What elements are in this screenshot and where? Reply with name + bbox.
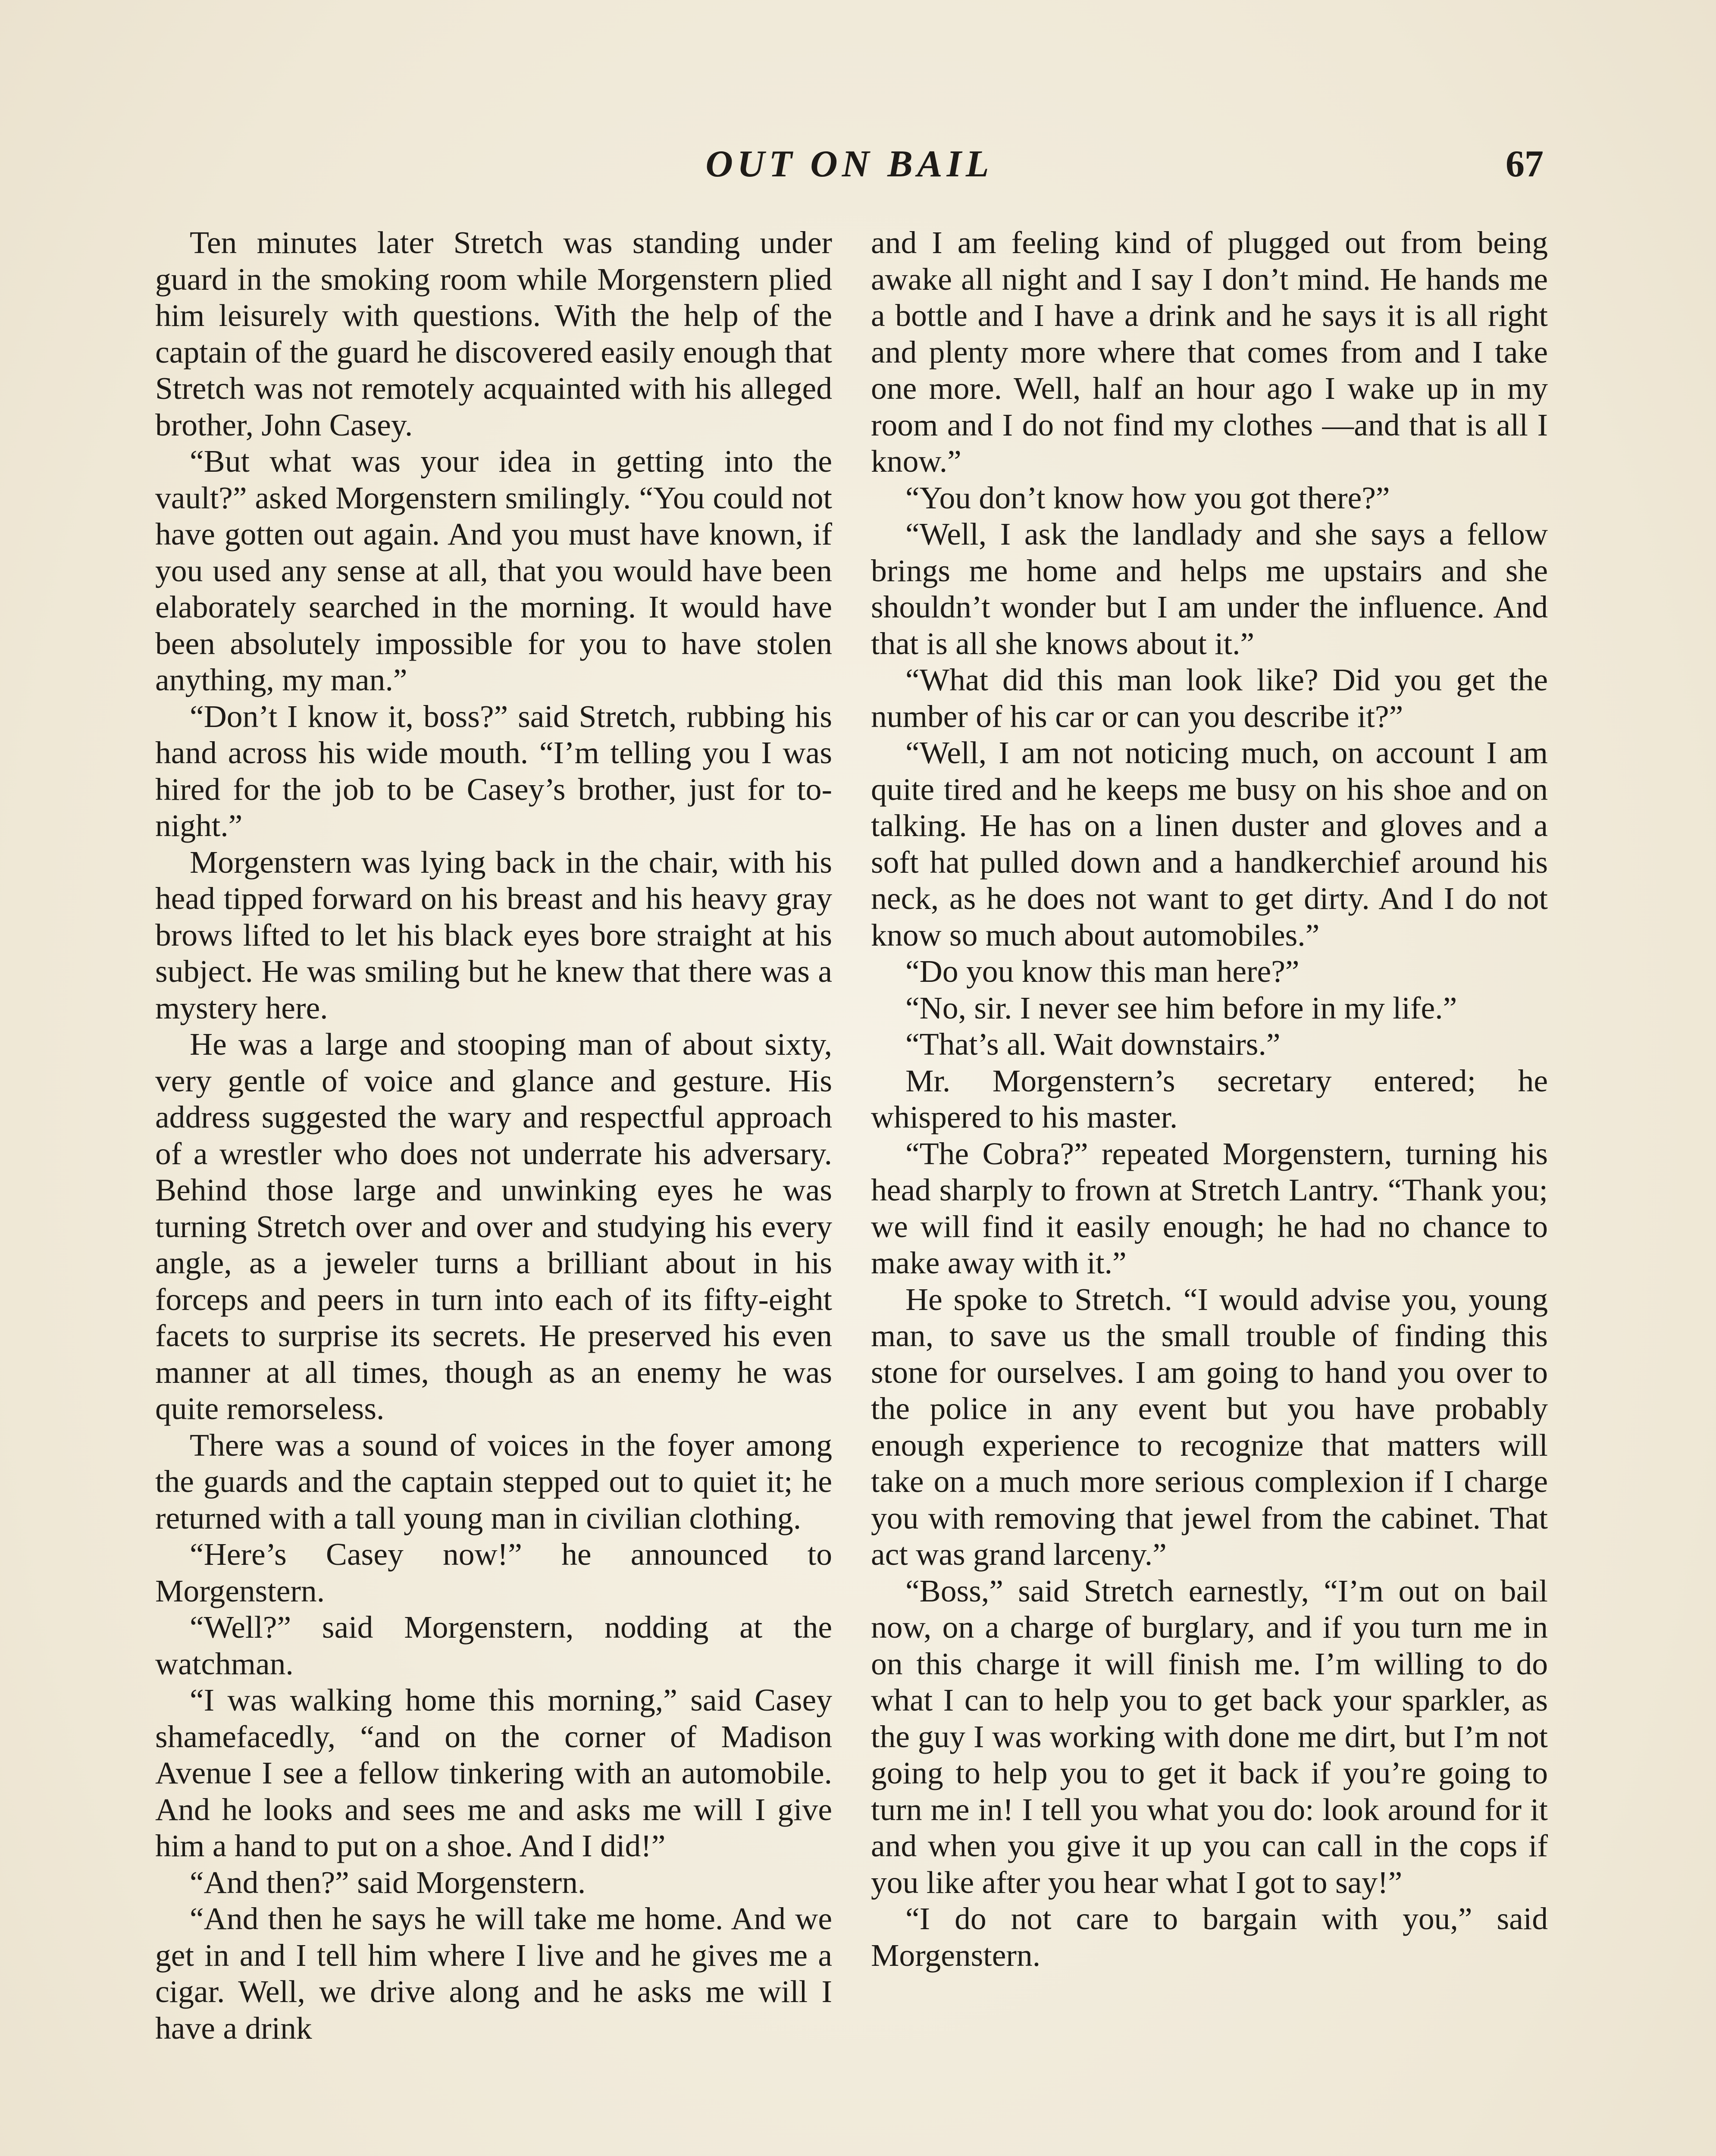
paragraph: Mr. Morgenstern’s secretary entered; he whispered to his master. xyxy=(871,1062,1548,1134)
running-head xyxy=(155,142,1544,194)
paragraph: “I was walking home this morning,” said Casey shamefacedly, “and on the corner of Madison Avenue I see a fellow tinkering with an automobile. And he looks and sees me and asks me will I give him a hand to put on a shoe. And I did!” xyxy=(155,1682,832,1863)
page-number: 67 xyxy=(1506,143,1544,185)
left-column xyxy=(155,224,832,2046)
paragraph: Ten minutes later Stretch was standing under guard in the smoking room while Morgenstern plied him leisurely with questions. With the help of the captain of the guard he discovered easily enough that Stretch was not remotely acquainted with his alleged brother, John Casey. xyxy=(155,225,832,442)
paragraph: “But what was your idea in getting into the vault?” asked Morgenstern smilingly. “You could not have gotten out again. And you must have known, if you used any sense at all, that you would have been elaborately searched in the morning. It would have been absolutely impossible for you to have stolen anything, my man.” xyxy=(155,443,832,697)
paragraph: “Well?” said Morgenstern, nodding at the watchman. xyxy=(155,1609,832,1681)
paragraph: He spoke to Stretch. “I would advise you, young man, to save us the small trouble of finding this stone for ourselves. I am going to hand you over to the police in any event but you have probably enough experience to recognize that matters will take on a much more serious complexion if I charge you with removing that jewel from the cabinet. That act was grand larceny.” xyxy=(871,1281,1548,1572)
paragraph: “You don’t know how you got there?” xyxy=(905,479,1390,515)
paragraph: “No, sir. I never see him before in my life.” xyxy=(905,990,1457,1025)
running-title: OUT ON BAIL xyxy=(705,143,993,185)
paragraph: “Well, I ask the landlady and she says a fellow brings me home and helps me upstairs and she shouldn’t wonder but I am under the influence. And that is all she knows about it.” xyxy=(871,516,1548,661)
paragraph: “Boss,” said Stretch earnestly, “I’m out on bail now, on a charge of burglary, and if you turn me in on this charge it will finish me. I’m willing to do what I can to help you to get back your sparkler, as the guy I was working with done me dirt, but I’m not going to help you to get it back if you’re going to turn me in! I tell you what you do: look around for it and when you give it up you can call in the cops if you like after you hear what I got to say!” xyxy=(871,1573,1548,1900)
paragraph: “What did this man look like? Did you get the number of his car or can you describe it?” xyxy=(871,662,1548,734)
paragraph: “Don’t I know it, boss?” said Stretch, rubbing his hand across his wide mouth. “I’m telling you I was hired for the job to be Casey’s brother, just for to-night.” xyxy=(155,698,832,843)
paragraph: “Well, I am not noticing much, on account I am quite tired and he keeps me busy on his shoe and on talking. He has on a linen duster and gloves and a soft hat pulled down and a handkerchief around his neck, as he does not want to get dirty. And I do not know so much about automobiles.” xyxy=(871,735,1548,953)
paragraph: There was a sound of voices in the foyer among the guards and the captain stepped out to quiet it; he returned with a tall young man in civilian clothing. xyxy=(155,1427,832,1536)
paragraph: “Do you know this man here?” xyxy=(905,953,1300,989)
paragraph-continued: and I am feeling kind of plugged out from being awake all night and I say I don’t mind. He hands me a bottle and I have a drink and he says it is all right and plenty more where that comes from and I take one more. Well, half an hour ago I wake up in my room and I do not find my clothes —and that is all I know.” xyxy=(871,225,1548,479)
paragraph: “And then he says he will take me home. And we get in and I tell him where I live and he gives me a cigar. Well, we drive along and he asks me will I have a drink xyxy=(155,1901,832,2046)
paragraph: Morgenstern was lying back in the chair, with his head tipped forward on his breast and his heavy gray brows lifted to let his black eyes bore straight at his subject. He was smiling but he knew that there was a mystery here. xyxy=(155,844,832,1025)
paragraph: He was a large and stooping man of about sixty, very gentle of voice and glance and gesture. His address suggested the wary and respectful approach of a wrestler who does not underrate his adversary. Behind those large and unwinking eyes he was turning Stretch over and over and studying his every angle, as a jeweler turns a brilliant about in his forceps and peers in turn into each of its fifty-eight facets to surprise its secrets. He preserved his even manner at all times, though as an enemy he was quite remorseless. xyxy=(155,1026,832,1426)
paragraph: “That’s all. Wait downstairs.” xyxy=(905,1026,1281,1062)
paragraph: “The Cobra?” repeated Morgenstern, turning his head sharply to frown at Stretch Lantry. “Thank you; we will find it easily enough; he had no chance to make away with it.” xyxy=(871,1135,1548,1280)
paragraph: “I do not care to bargain with you,” said Morgenstern. xyxy=(871,1901,1548,1973)
paragraph: “And then?” said Morgenstern. xyxy=(190,1864,586,1900)
right-column xyxy=(871,224,1548,1973)
paragraph: “Here’s Casey now!” he announced to Morgenstern. xyxy=(155,1536,832,1608)
